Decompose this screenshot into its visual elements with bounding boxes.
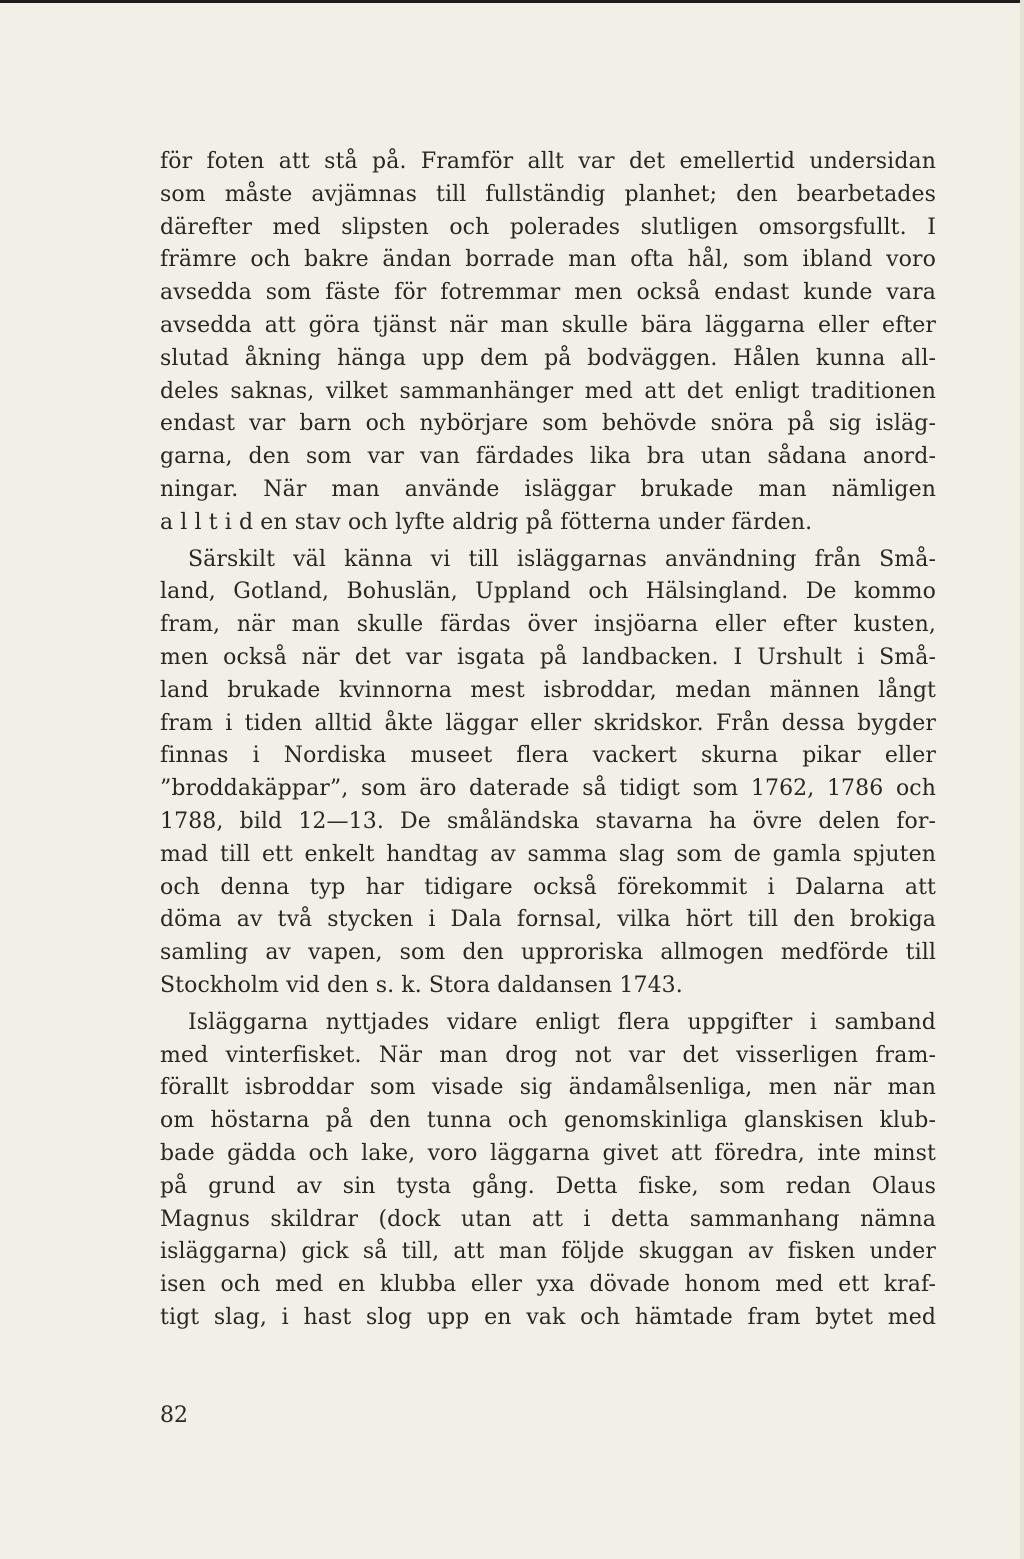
text-line: Särskilt väl känna vi till isläggarnas användning från Små-	[188, 546, 936, 572]
paragraph	[160, 544, 936, 1003]
text-line: fram, när man skulle färdas över insjöarna eller efter kusten,	[160, 612, 936, 638]
text-line: bade gädda och lake, voro läggarna givet att föredra, inte minst	[160, 1140, 936, 1166]
text-line: men också när det var isgata på landbacken. I Urshult i Små-	[160, 644, 936, 670]
text-line: isen och med en klubba eller yxa dövade honom med ett kraf-	[160, 1272, 936, 1298]
text-line: förallt isbroddar som visade sig ändamålsenliga, men när man	[160, 1075, 936, 1101]
text-line: isläggarna) gick så till, att man följde skuggan av fisken under	[160, 1239, 936, 1265]
text-line: deles saknas, vilket sammanhänger med att det enligt traditionen	[160, 378, 936, 404]
page-number: 82	[160, 1403, 188, 1428]
text-line: på grund av sin tysta gång. Detta fiske, som redan Olaus	[160, 1173, 936, 1199]
text-line: avsedda att göra tjänst när man skulle bära läggarna eller efter	[160, 312, 936, 338]
text-line: främre och bakre ändan borrade man ofta hål, som ibland voro	[160, 247, 936, 273]
text-line: a l l t i d en stav och lyfte aldrig på fötterna under färden.	[160, 509, 813, 535]
text-line: ningar. När man använde isläggar brukade man nämligen	[160, 476, 936, 502]
text-line: 1788, bild 12—13. De småländska stavarna ha övre delen for-	[160, 808, 936, 834]
text-line: fram i tiden alltid åkte läggar eller skridskor. Från dessa bygder	[160, 710, 936, 736]
text-line: Stockholm vid den s. k. Stora daldansen 1743.	[160, 972, 683, 998]
text-line: samling av vapen, som den upproriska allmogen medförde till	[160, 940, 936, 966]
text-line: ”broddakäppar”, som äro daterade så tidigt som 1762, 1786 och	[160, 776, 936, 802]
body-text	[160, 146, 936, 1335]
text-line: land, Gotland, Bohuslän, Uppland och Hälsingland. De kommo	[160, 579, 936, 605]
text-line: som måste avjämnas till fullständig planhet; den bearbetades	[160, 181, 936, 207]
text-line: Isläggarna nyttjades vidare enligt flera uppgifter i samband	[188, 1009, 936, 1035]
text-line: Magnus skildrar (dock utan att i detta sammanhang nämna	[160, 1206, 936, 1232]
text-line: och denna typ har tidigare också förekommit i Dalarna att	[160, 874, 936, 900]
text-line: mad till ett enkelt handtag av samma slag som de gamla spjuten	[160, 841, 936, 867]
text-line: endast var barn och nybörjare som behövde snöra på sig isläg-	[160, 411, 936, 437]
text-line: finnas i Nordiska museet flera vackert skurna pikar eller	[160, 743, 936, 769]
text-line: om höstarna på den tunna och genomskinliga glanskisen klub-	[160, 1108, 936, 1134]
text-line: tigt slag, i hast slog upp en vak och hämtade fram bytet med	[160, 1304, 936, 1330]
page-top-edge	[0, 0, 1024, 3]
text-line: land brukade kvinnorna mest isbroddar, medan männen långt	[160, 677, 936, 703]
page-right-edge	[1020, 0, 1024, 1559]
paragraph	[160, 146, 936, 540]
text-line: garna, den som var van färdades lika bra utan sådana anord-	[160, 444, 936, 470]
text-line: avsedda som fäste för fotremmar men också endast kunde vara	[160, 280, 936, 306]
text-line: för foten att stå på. Framför allt var det emellertid undersidan	[160, 149, 936, 174]
text-line: slutad åkning hänga upp dem på bodväggen. Hålen kunna all-	[160, 345, 936, 371]
text-line: med vinterfisket. När man drog not var det visserligen fram-	[160, 1042, 936, 1068]
text-line: döma av två stycken i Dala fornsal, vilka hört till den brokiga	[160, 907, 936, 933]
paragraph	[160, 1007, 936, 1335]
text-line: därefter med slipsten och polerades slutligen omsorgsfullt. I	[160, 214, 936, 240]
